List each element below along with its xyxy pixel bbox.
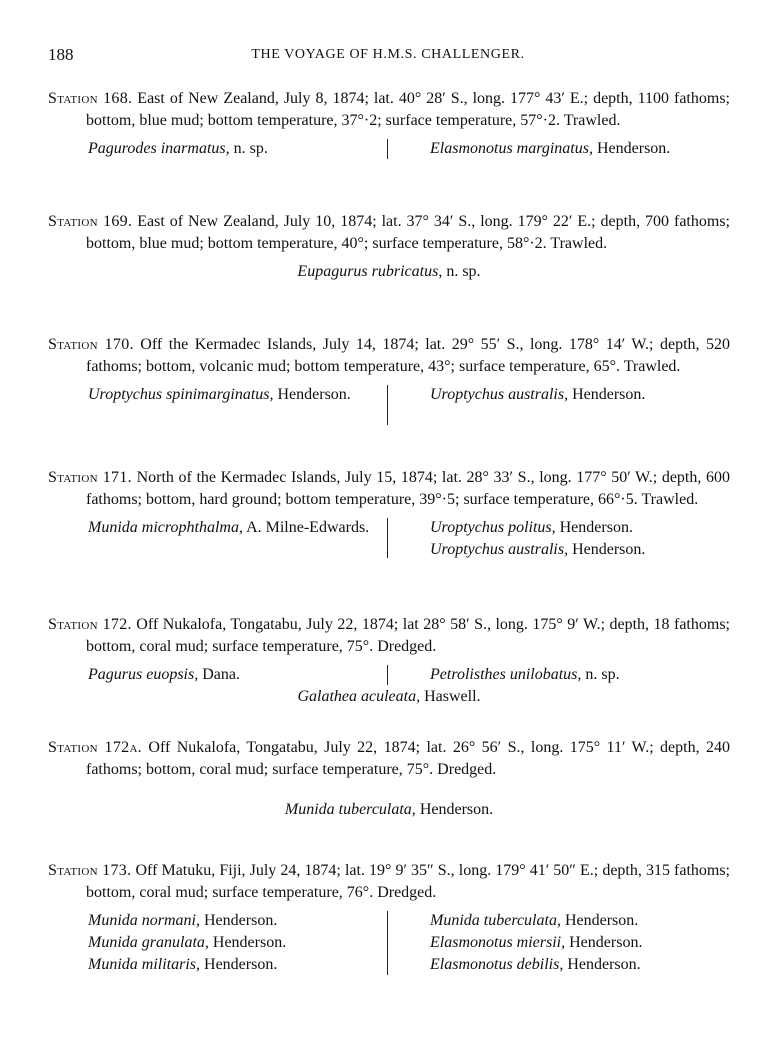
species-col-right xyxy=(430,384,730,406)
species-entry xyxy=(430,138,730,160)
station-170 xyxy=(48,334,730,428)
species-name: Uroptychus australis, xyxy=(430,386,569,403)
column-divider xyxy=(387,139,388,159)
species-list xyxy=(48,517,730,561)
species-entry xyxy=(88,138,380,160)
species-name: Elasmonotus debilis, xyxy=(430,956,564,973)
station-173 xyxy=(48,860,730,976)
species-authority: A. Milne-Edwards. xyxy=(246,519,370,536)
species-authority: n. sp. xyxy=(446,263,481,280)
species-authority: n. sp. xyxy=(233,140,268,157)
species-name: Pagurodes inarmatus, xyxy=(88,140,230,157)
species-authority: Henderson. xyxy=(596,140,671,157)
species-authority: Henderson. xyxy=(564,912,639,929)
station-label: Station 173. xyxy=(48,862,132,879)
species-entry xyxy=(88,910,380,932)
species-col-right xyxy=(430,517,730,561)
page-number: 188 xyxy=(48,45,74,64)
species-col-left xyxy=(88,517,388,539)
species-entry xyxy=(88,664,380,686)
species-authority: n. sp. xyxy=(585,666,620,683)
species-name: Uroptychus politus, xyxy=(430,519,556,536)
species-list xyxy=(48,799,730,821)
species-entry xyxy=(430,384,730,406)
species-col-right xyxy=(430,664,730,686)
station-description xyxy=(48,614,730,658)
station-description xyxy=(48,737,730,781)
station-text: Off the Kermadec Islands, July 14, 1874; lat. 29° 55′ S., long. 178° 14′ W.; depth, 520 fathoms; bottom, volcanic mud; bottom temperature, 43°; surface temperature, 65°. Trawled. xyxy=(86,336,730,375)
species-authority: Henderson. xyxy=(572,386,646,403)
species-name: Petrolisthes unilobatus, xyxy=(430,666,582,683)
species-name: Elasmonotus marginatus, xyxy=(430,140,593,157)
station-label: Station 168. xyxy=(48,90,133,107)
species-name: Munida militaris, xyxy=(88,956,201,973)
station-label: Station 172. xyxy=(48,616,132,633)
station-description xyxy=(48,88,730,132)
species-name: Uroptychus spinimarginatus, xyxy=(88,386,274,403)
species-name: Munida microphthalma, xyxy=(88,519,243,536)
species-authority: Henderson. xyxy=(204,956,278,973)
species-list xyxy=(48,664,730,686)
species-name: Elasmonotus miersii, xyxy=(430,934,566,951)
station-text: East of New Zealand, July 8, 1874; lat. 40° 28′ S., long. 177° 43′ E.; depth, 1100 fathoms; bottom, blue mud; bottom temperature, 37°·2; surface temperature, 57°·2. Trawled. xyxy=(86,90,730,129)
station-text: Off Nukalofa, Tongatabu, July 22, 1874; lat 28° 58′ S., long. 175° 9′ W.; depth, 18 fathoms; bottom, coral mud; surface temperature, 75°. Dredged. xyxy=(86,616,730,655)
station-172 xyxy=(48,614,730,708)
column-divider xyxy=(387,518,388,558)
species-entry xyxy=(88,517,388,539)
station-text: East of New Zealand, July 10, 1874; lat. 37° 34′ S., long. 179° 22′ E.; depth, 700 fathoms; bottom, blue mud; bottom temperature, 40°; surface temperature, 58°·2. Trawled. xyxy=(86,213,730,252)
species-name: Munida tuberculata, xyxy=(430,912,561,929)
species-name: Uroptychus australis, xyxy=(430,541,569,558)
species-list xyxy=(48,138,730,160)
species-authority: Henderson. xyxy=(569,934,643,951)
station-description xyxy=(48,467,730,511)
species-col-left xyxy=(88,138,380,160)
species-authority: Henderson. xyxy=(212,934,287,951)
species-entry xyxy=(430,517,730,539)
species-authority: Henderson. xyxy=(277,386,351,403)
column-divider xyxy=(387,665,388,685)
column-divider xyxy=(387,385,388,425)
station-text: Off Matuku, Fiji, July 24, 1874; lat. 19° 9′ 35″ S., long. 179° 41′ 50″ E.; depth, 315 fathoms; bottom, coral mud; surface temperature, 76°. Dredged. xyxy=(86,862,731,901)
station-description xyxy=(48,211,730,255)
species-entry xyxy=(88,954,380,976)
species-name: Pagurus euopsis, xyxy=(88,666,199,683)
species-entry xyxy=(48,261,730,283)
species-entry xyxy=(48,799,730,821)
species-list xyxy=(48,910,730,976)
species-entry xyxy=(430,664,730,686)
species-authority: Haswell. xyxy=(424,688,481,705)
station-172a xyxy=(48,737,730,821)
species-name: Munida tuberculata, xyxy=(284,801,416,818)
species-col-right xyxy=(430,138,730,160)
species-authority: Henderson. xyxy=(204,912,278,929)
species-authority: Henderson. xyxy=(559,519,633,536)
species-entry xyxy=(48,686,730,708)
column-divider xyxy=(387,911,388,975)
station-171 xyxy=(48,467,730,561)
species-col-left xyxy=(88,664,380,686)
station-text: Off Nukalofa, Tongatabu, July 22, 1874; lat. 26° 56′ S., long. 175° 11′ W.; depth, 240 fathoms; bottom, coral mud; surface temperature, 75°. Dredged. xyxy=(86,739,731,778)
station-text: North of the Kermadec Islands, July 15, 1874; lat. 28° 33′ S., long. 177° 50′ W.; depth, 600 fathoms; bottom, hard ground; bottom temperature, 39°·5; surface temperature, 66°·5. Trawled. xyxy=(86,469,730,508)
station-label: Station 172a. xyxy=(48,739,142,756)
species-authority: Dana. xyxy=(202,666,240,683)
species-authority: Henderson. xyxy=(572,541,646,558)
species-name: Munida granulata, xyxy=(88,934,209,951)
species-entry xyxy=(430,932,730,954)
station-label: Station 169. xyxy=(48,213,133,230)
species-entry xyxy=(88,932,380,954)
species-col-left xyxy=(88,384,388,406)
species-col-right xyxy=(430,910,730,976)
station-168 xyxy=(48,88,730,160)
species-entry xyxy=(88,384,388,406)
station-label: Station 170. xyxy=(48,336,134,353)
species-authority: Henderson. xyxy=(567,956,641,973)
station-169 xyxy=(48,211,730,283)
species-name: Munida normani, xyxy=(88,912,200,929)
species-authority: Henderson. xyxy=(419,801,494,818)
station-description xyxy=(48,860,730,904)
species-entry xyxy=(430,954,730,976)
station-description xyxy=(48,334,730,378)
species-name: Galathea aculeata, xyxy=(297,688,421,705)
species-entry xyxy=(430,910,730,932)
species-name: Eupagurus rubricatus, xyxy=(297,263,443,280)
species-list xyxy=(48,261,730,283)
page-header xyxy=(48,44,728,68)
species-list-centered xyxy=(48,686,730,708)
species-col-left xyxy=(88,910,380,976)
station-label: Station 171. xyxy=(48,469,132,486)
running-title: THE VOYAGE OF H.M.S. CHALLENGER. xyxy=(251,47,525,62)
species-list xyxy=(48,384,730,428)
species-entry xyxy=(430,539,730,561)
